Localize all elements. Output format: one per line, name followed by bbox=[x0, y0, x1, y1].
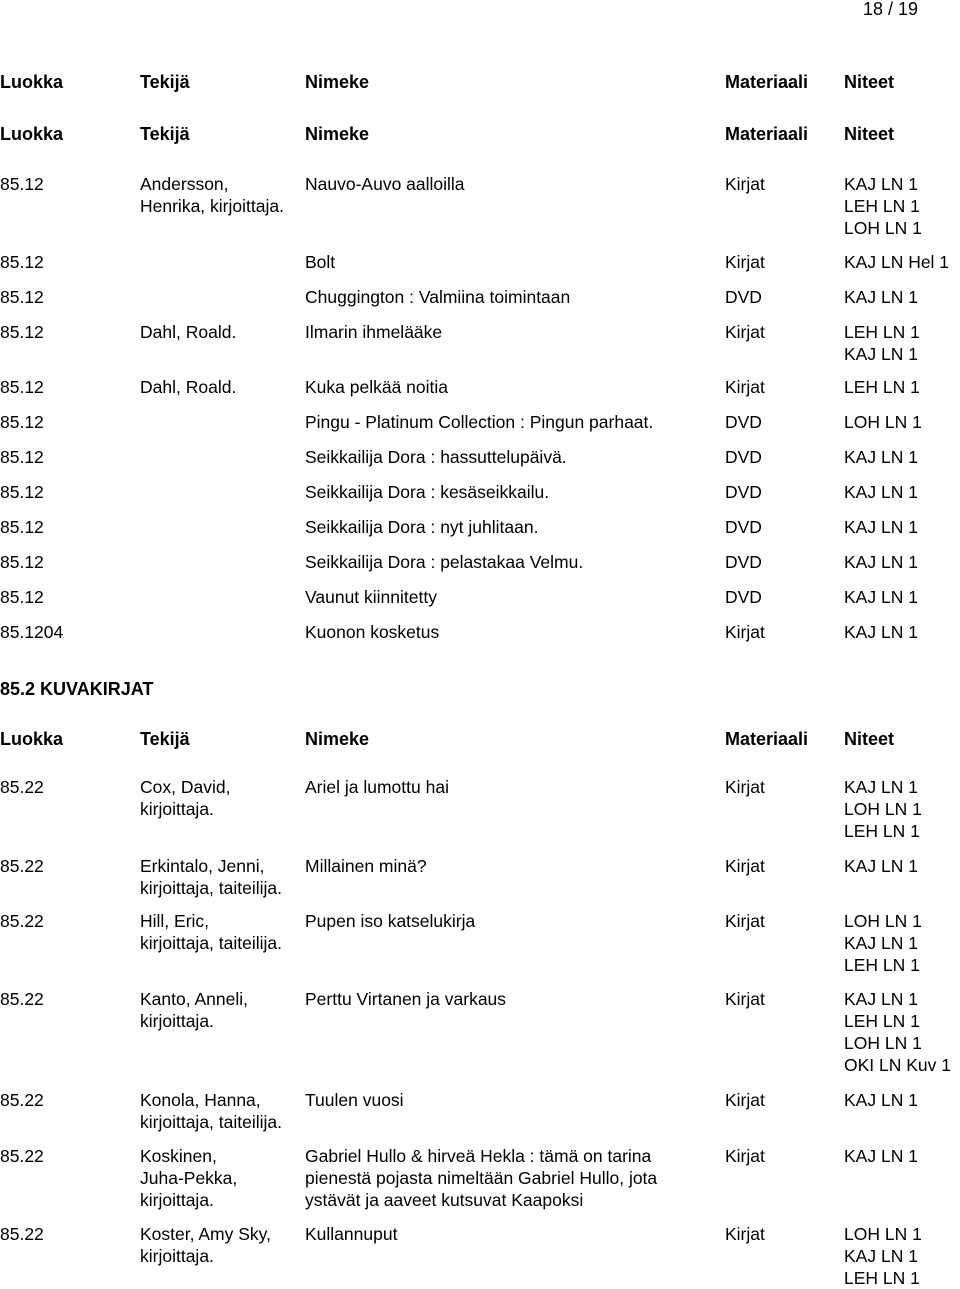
cell-nimeke bbox=[305, 286, 715, 308]
cell-luokka: 85.12 bbox=[0, 174, 44, 194]
cell-niteet-line: KAJ LN 1 bbox=[844, 777, 918, 797]
column-header-row bbox=[0, 71, 960, 93]
cell-luokka: 85.12 bbox=[0, 482, 44, 502]
cell-tekija-line: kirjoittaja, taiteilija. bbox=[140, 1112, 282, 1132]
cell-tekija-line: Dahl, Roald. bbox=[140, 377, 237, 397]
cell-tekija-line: Kanto, Anneli, bbox=[140, 989, 248, 1009]
header-nimeke: Nimeke bbox=[305, 729, 370, 749]
header-materiaali: Materiaali bbox=[725, 124, 809, 144]
header-tekija: Tekijä bbox=[140, 729, 190, 749]
cell-tekija bbox=[140, 376, 305, 398]
cell-nimeke-line: Seikkailija Dora : pelastakaa Velmu. bbox=[305, 552, 584, 572]
cell-materiaali: DVD bbox=[725, 552, 762, 572]
cell-niteet bbox=[844, 1223, 922, 1289]
cell-materiaali: Kirjat bbox=[725, 174, 765, 194]
cell-tekija bbox=[140, 1145, 305, 1211]
cell-materiaali: DVD bbox=[725, 517, 762, 537]
cell-luokka: 85.12 bbox=[0, 517, 44, 537]
cell-luokka: 85.12 bbox=[0, 447, 44, 467]
cell-niteet bbox=[844, 988, 951, 1076]
cell-niteet-line: LEH LN 1 bbox=[844, 1268, 920, 1288]
header-luokka: Luokka bbox=[0, 124, 64, 144]
cell-nimeke bbox=[305, 251, 715, 273]
cell-luokka: 85.22 bbox=[0, 1090, 44, 1110]
cell-nimeke-line: Pingu - Platinum Collection : Pingun parhaat. bbox=[305, 412, 654, 432]
cell-nimeke bbox=[305, 1145, 715, 1211]
cell-nimeke-line: Pupen iso katselukirja bbox=[305, 911, 476, 931]
cell-niteet-line: LEH LN 1 bbox=[844, 322, 920, 342]
cell-nimeke bbox=[305, 910, 715, 932]
cell-tekija-line: kirjoittaja, taiteilija. bbox=[140, 878, 282, 898]
cell-niteet-line: LOH LN 1 bbox=[844, 799, 922, 819]
cell-niteet-line: LOH LN 1 bbox=[844, 1224, 922, 1244]
cell-niteet-line: LOH LN 1 bbox=[844, 218, 922, 238]
cell-niteet-line: KAJ LN 1 bbox=[844, 1146, 918, 1166]
header-materiaali: Materiaali bbox=[725, 72, 809, 92]
cell-nimeke-line: Ilmarin ihmelääke bbox=[305, 322, 443, 342]
cell-materiaali: Kirjat bbox=[725, 989, 765, 1009]
cell-luokka: 85.12 bbox=[0, 587, 44, 607]
cell-niteet bbox=[844, 621, 918, 643]
cell-tekija-line: kirjoittaja. bbox=[140, 799, 214, 819]
cell-tekija bbox=[140, 776, 305, 820]
cell-nimeke-line: Seikkailija Dora : nyt juhlitaan. bbox=[305, 517, 539, 537]
cell-niteet bbox=[844, 516, 918, 538]
cell-niteet bbox=[844, 411, 922, 433]
cell-niteet-line: LOH LN 1 bbox=[844, 412, 922, 432]
cell-nimeke bbox=[305, 411, 715, 433]
header-luokka: Luokka bbox=[0, 729, 64, 749]
cell-niteet bbox=[844, 286, 918, 308]
cell-niteet-line: OKI LN Kuv 1 bbox=[844, 1055, 951, 1075]
cell-materiaali: Kirjat bbox=[725, 911, 765, 931]
cell-niteet-line: KAJ LN 1 bbox=[844, 856, 918, 876]
cell-nimeke-line: ystävät ja aaveet kutsuvat Kaapoksi bbox=[305, 1190, 584, 1210]
cell-niteet bbox=[844, 776, 922, 842]
cell-nimeke-line: Vaunut kiinnitetty bbox=[305, 587, 437, 607]
cell-tekija bbox=[140, 1089, 305, 1133]
cell-nimeke-line: Gabriel Hullo & hirveä Hekla : tämä on tarina bbox=[305, 1146, 652, 1166]
cell-niteet bbox=[844, 910, 922, 976]
cell-tekija-line: Juha-Pekka, bbox=[140, 1168, 238, 1188]
cell-tekija bbox=[140, 321, 305, 343]
cell-niteet bbox=[844, 551, 918, 573]
cell-tekija-line: kirjoittaja. bbox=[140, 1246, 214, 1266]
cell-materiaali: Kirjat bbox=[725, 622, 765, 642]
cell-niteet bbox=[844, 855, 918, 877]
cell-nimeke bbox=[305, 776, 715, 798]
cell-tekija bbox=[140, 910, 305, 954]
cell-nimeke-line: pienestä pojasta nimeltään Gabriel Hullo, jota bbox=[305, 1168, 658, 1188]
cell-luokka: 85.22 bbox=[0, 1224, 44, 1244]
cell-niteet-line: KAJ LN 1 bbox=[844, 552, 918, 572]
cell-niteet-line: LEH LN 1 bbox=[844, 1011, 920, 1031]
cell-niteet-line: KAJ LN 1 bbox=[844, 622, 918, 642]
cell-materiaali: DVD bbox=[725, 482, 762, 502]
cell-nimeke-line: Seikkailija Dora : kesäseikkailu. bbox=[305, 482, 550, 502]
header-nimeke: Nimeke bbox=[305, 124, 370, 144]
cell-nimeke-line: Seikkailija Dora : hassuttelupäivä. bbox=[305, 447, 567, 467]
header-luokka: Luokka bbox=[0, 72, 64, 92]
cell-nimeke bbox=[305, 516, 715, 538]
cell-niteet bbox=[844, 173, 922, 239]
cell-nimeke bbox=[305, 1089, 715, 1111]
cell-nimeke-line: Kullannuput bbox=[305, 1224, 398, 1244]
cell-materiaali: DVD bbox=[725, 587, 762, 607]
cell-niteet-line: LOH LN 1 bbox=[844, 911, 922, 931]
cell-niteet bbox=[844, 586, 918, 608]
cell-tekija-line: Cox, David, bbox=[140, 777, 231, 797]
cell-materiaali: DVD bbox=[725, 412, 762, 432]
cell-materiaali: DVD bbox=[725, 447, 762, 467]
cell-niteet-line: KAJ LN 1 bbox=[844, 989, 918, 1009]
cell-nimeke-line: Nauvo-Auvo aalloilla bbox=[305, 174, 465, 194]
cell-niteet bbox=[844, 321, 920, 365]
cell-materiaali: Kirjat bbox=[725, 1224, 765, 1244]
cell-tekija-line: kirjoittaja. bbox=[140, 1190, 214, 1210]
cell-tekija-line: kirjoittaja. bbox=[140, 1011, 214, 1031]
cell-materiaali: Kirjat bbox=[725, 1090, 765, 1110]
cell-luokka: 85.12 bbox=[0, 552, 44, 572]
cell-nimeke-line: Kuka pelkää noitia bbox=[305, 377, 449, 397]
cell-materiaali: Kirjat bbox=[725, 777, 765, 797]
cell-niteet bbox=[844, 376, 920, 398]
cell-nimeke-line: Kuonon kosketus bbox=[305, 622, 440, 642]
cell-tekija-line: Koster, Amy Sky, bbox=[140, 1224, 271, 1244]
cell-nimeke-line: Bolt bbox=[305, 252, 336, 272]
cell-niteet bbox=[844, 481, 918, 503]
cell-materiaali: Kirjat bbox=[725, 322, 765, 342]
header-tekija: Tekijä bbox=[140, 72, 190, 92]
cell-nimeke bbox=[305, 376, 715, 398]
cell-tekija-line: kirjoittaja, taiteilija. bbox=[140, 933, 282, 953]
cell-niteet bbox=[844, 1089, 918, 1111]
cell-niteet-line: KAJ LN 1 bbox=[844, 287, 918, 307]
cell-tekija-line: Hill, Eric, bbox=[140, 911, 210, 931]
cell-nimeke bbox=[305, 173, 715, 195]
cell-luokka: 85.12 bbox=[0, 287, 44, 307]
cell-nimeke-line: Chuggington : Valmiina toimintaan bbox=[305, 287, 571, 307]
cell-luokka: 85.1204 bbox=[0, 622, 64, 642]
section-title: 85.2 KUVAKIRJAT bbox=[0, 679, 154, 699]
cell-niteet-line: LEH LN 1 bbox=[844, 377, 920, 397]
cell-niteet-line: KAJ LN 1 bbox=[844, 587, 918, 607]
header-niteet: Niteet bbox=[844, 729, 895, 749]
header-niteet: Niteet bbox=[844, 72, 895, 92]
cell-nimeke-line: Tuulen vuosi bbox=[305, 1090, 404, 1110]
cell-nimeke bbox=[305, 446, 715, 468]
page-number: 18 / 19 bbox=[862, 0, 918, 19]
cell-tekija bbox=[140, 988, 305, 1032]
cell-niteet bbox=[844, 1145, 918, 1167]
cell-materiaali: Kirjat bbox=[725, 1146, 765, 1166]
cell-niteet-line: LEH LN 1 bbox=[844, 955, 920, 975]
cell-niteet-line: KAJ LN 1 bbox=[844, 174, 918, 194]
cell-niteet bbox=[844, 251, 949, 273]
cell-luokka: 85.12 bbox=[0, 377, 44, 397]
cell-tekija bbox=[140, 1223, 305, 1267]
cell-nimeke bbox=[305, 551, 715, 573]
cell-niteet-line: KAJ LN 1 bbox=[844, 517, 918, 537]
cell-luokka: 85.12 bbox=[0, 252, 44, 272]
cell-materiaali: DVD bbox=[725, 287, 762, 307]
cell-nimeke bbox=[305, 321, 715, 343]
cell-tekija-line: Henrika, kirjoittaja. bbox=[140, 196, 284, 216]
cell-niteet bbox=[844, 446, 918, 468]
cell-niteet-line: LEH LN 1 bbox=[844, 821, 920, 841]
cell-materiaali: Kirjat bbox=[725, 856, 765, 876]
cell-tekija-line: Erkintalo, Jenni, bbox=[140, 856, 265, 876]
cell-tekija-line: Koskinen, bbox=[140, 1146, 217, 1166]
cell-materiaali: Kirjat bbox=[725, 252, 765, 272]
cell-nimeke bbox=[305, 586, 715, 608]
cell-niteet-line: KAJ LN 1 bbox=[844, 1246, 918, 1266]
column-header-row bbox=[0, 123, 960, 145]
column-header-row bbox=[0, 728, 960, 750]
cell-niteet-line: LEH LN 1 bbox=[844, 196, 920, 216]
cell-nimeke bbox=[305, 988, 715, 1010]
cell-niteet-line: KAJ LN 1 bbox=[844, 482, 918, 502]
cell-luokka: 85.22 bbox=[0, 856, 44, 876]
cell-luokka: 85.12 bbox=[0, 322, 44, 342]
cell-luokka: 85.22 bbox=[0, 1146, 44, 1166]
cell-tekija bbox=[140, 855, 305, 899]
header-tekija: Tekijä bbox=[140, 124, 190, 144]
header-nimeke: Nimeke bbox=[305, 72, 370, 92]
cell-tekija bbox=[140, 173, 305, 217]
header-niteet: Niteet bbox=[844, 124, 895, 144]
header-materiaali: Materiaali bbox=[725, 729, 809, 749]
cell-luokka: 85.12 bbox=[0, 412, 44, 432]
cell-niteet-line: KAJ LN 1 bbox=[844, 933, 918, 953]
cell-niteet-line: KAJ LN 1 bbox=[844, 1090, 918, 1110]
cell-tekija-line: Konola, Hanna, bbox=[140, 1090, 261, 1110]
cell-luokka: 85.22 bbox=[0, 777, 44, 797]
cell-luokka: 85.22 bbox=[0, 989, 44, 1009]
cell-nimeke-line: Ariel ja lumottu hai bbox=[305, 777, 449, 797]
cell-nimeke-line: Millainen minä? bbox=[305, 856, 427, 876]
cell-tekija-line: Dahl, Roald. bbox=[140, 322, 237, 342]
cell-nimeke bbox=[305, 855, 715, 877]
cell-niteet-line: LOH LN 1 bbox=[844, 1033, 922, 1053]
cell-niteet-line: KAJ LN 1 bbox=[844, 344, 918, 364]
cell-nimeke-line: Perttu Virtanen ja varkaus bbox=[305, 989, 507, 1009]
cell-niteet-line: KAJ LN 1 bbox=[844, 447, 918, 467]
cell-materiaali: Kirjat bbox=[725, 377, 765, 397]
cell-tekija-line: Andersson, bbox=[140, 174, 229, 194]
cell-nimeke bbox=[305, 1223, 715, 1245]
cell-niteet-line: KAJ LN Hel 1 bbox=[844, 252, 950, 272]
cell-nimeke bbox=[305, 481, 715, 503]
cell-nimeke bbox=[305, 621, 715, 643]
cell-luokka: 85.22 bbox=[0, 911, 44, 931]
